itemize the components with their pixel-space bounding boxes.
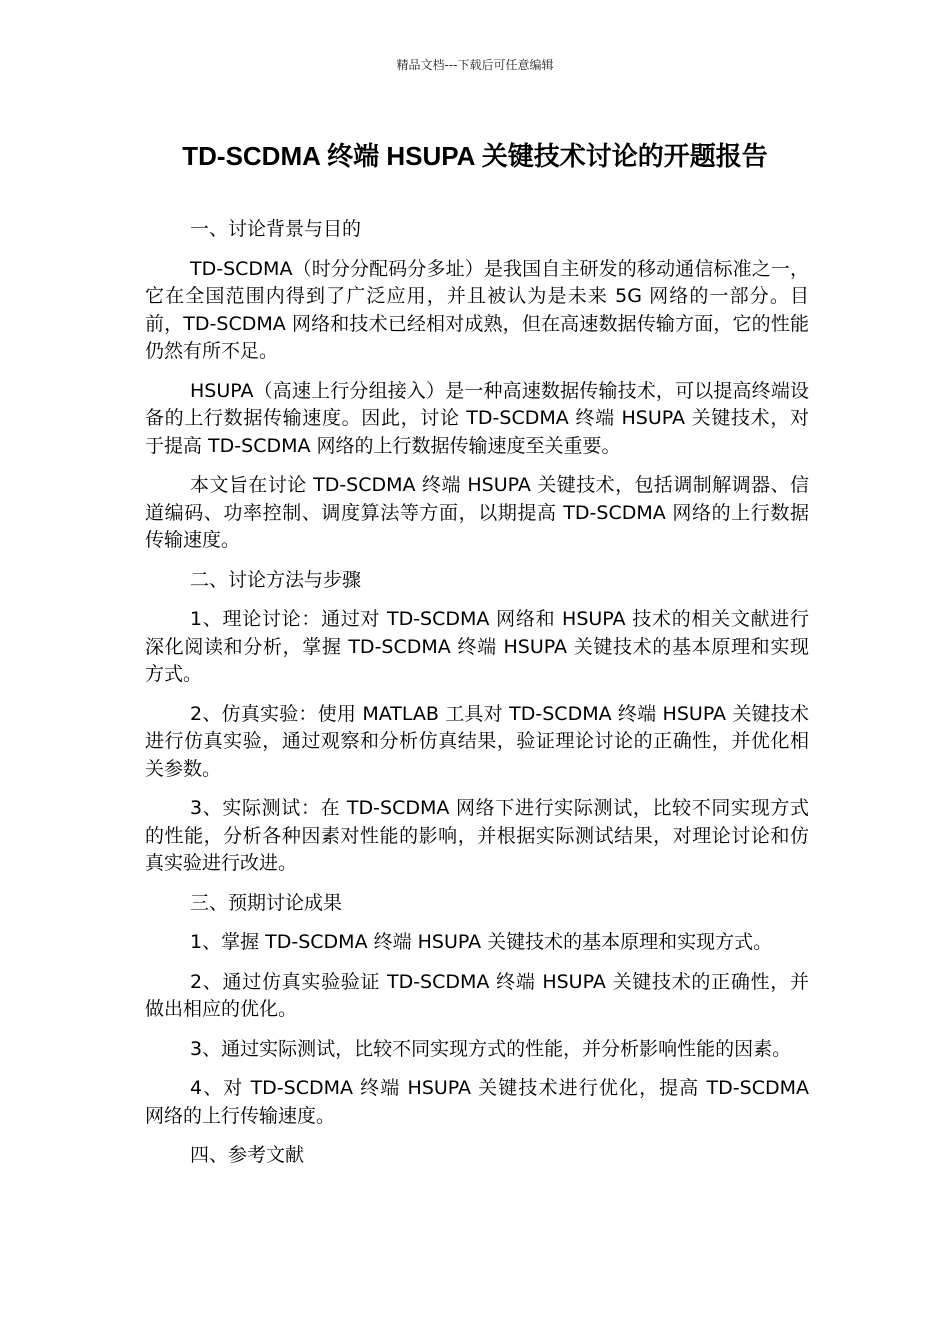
paragraph-hsupa-intro: HSUPA（高速上行分组接入）是一种高速数据传输技术，可以提高终端设备的上行数据传输速度。因此，讨论 TD-SCDMA 终端 HSUPA 关键技术，对于提高 TD-SCDMA 网络的上行数据传输速度至关重要。 <box>145 379 809 457</box>
paragraph-td-scdma-intro: TD-SCDMA（时分分配码分多址）是我国自主研发的移动通信标准之一，它在全国范围内得到了广泛应用，并且被认为是未来 5G 网络的一部分。目前，TD-SCDMA 网络和技术已经相对成熟，但在高速数据传输方面，它的性能仍然有所不足。 <box>145 257 809 362</box>
document-title: TD-SCDMA 终端 HSUPA 关键技术讨论的开题报告 <box>182 141 768 171</box>
page-header: 精品文档---下载后可任意编辑 <box>396 58 554 72</box>
paragraph-outcome-4: 4、对 TD-SCDMA 终端 HSUPA 关键技术进行优化，提高 TD-SCDMA 网络的上行传输速度。 <box>145 1077 809 1127</box>
section-heading-background: 一、讨论背景与目的 <box>190 218 362 240</box>
paragraph-outcome-2: 2、通过仿真实验验证 TD-SCDMA 终端 HSUPA 关键技术的正确性，并做出相应的优化。 <box>145 970 809 1020</box>
section-heading-methods: 二、讨论方法与步骤 <box>190 568 362 591</box>
paragraph-purpose: 本文旨在讨论 TD-SCDMA 终端 HSUPA 关键技术，包括调制解调器、信道编码、功率控制、调度算法等方面，以期提高 TD-SCDMA 网络的上行数据传输速度。 <box>145 474 809 551</box>
section-heading-outcomes: 三、预期讨论成果 <box>190 891 343 914</box>
document-body <box>145 216 809 1182</box>
paragraph-method-testing: 3、实际测试：在 TD-SCDMA 网络下进行实际测试，比较不同实现方式的性能，分析各种因素对性能的影响，并根据实际测试结果，对理论讨论和仿真实验进行改进。 <box>145 797 809 874</box>
section-heading-references: 四、参考文献 <box>190 1144 305 1166</box>
paragraph-outcome-1: 1、掌握 TD-SCDMA 终端 HSUPA 关键技术的基本原理和实现方式。 <box>190 931 773 953</box>
paragraph-method-theory: 1、理论讨论：通过对 TD-SCDMA 网络和 HSUPA 技术的相关文献进行深化阅读和分析，掌握 TD-SCDMA 终端 HSUPA 关键技术的基本原理和实现方式。 <box>145 608 809 685</box>
paragraph-outcome-3: 3、通过实际测试，比较不同实现方式的性能，并分析影响性能的因素。 <box>190 1037 792 1060</box>
paragraph-method-simulation: 2、仿真实验：使用 MATLAB 工具对 TD-SCDMA 终端 HSUPA 关键技术进行仿真实验，通过观察和分析仿真结果，验证理论讨论的正确性，并优化相关参数。 <box>145 702 809 780</box>
